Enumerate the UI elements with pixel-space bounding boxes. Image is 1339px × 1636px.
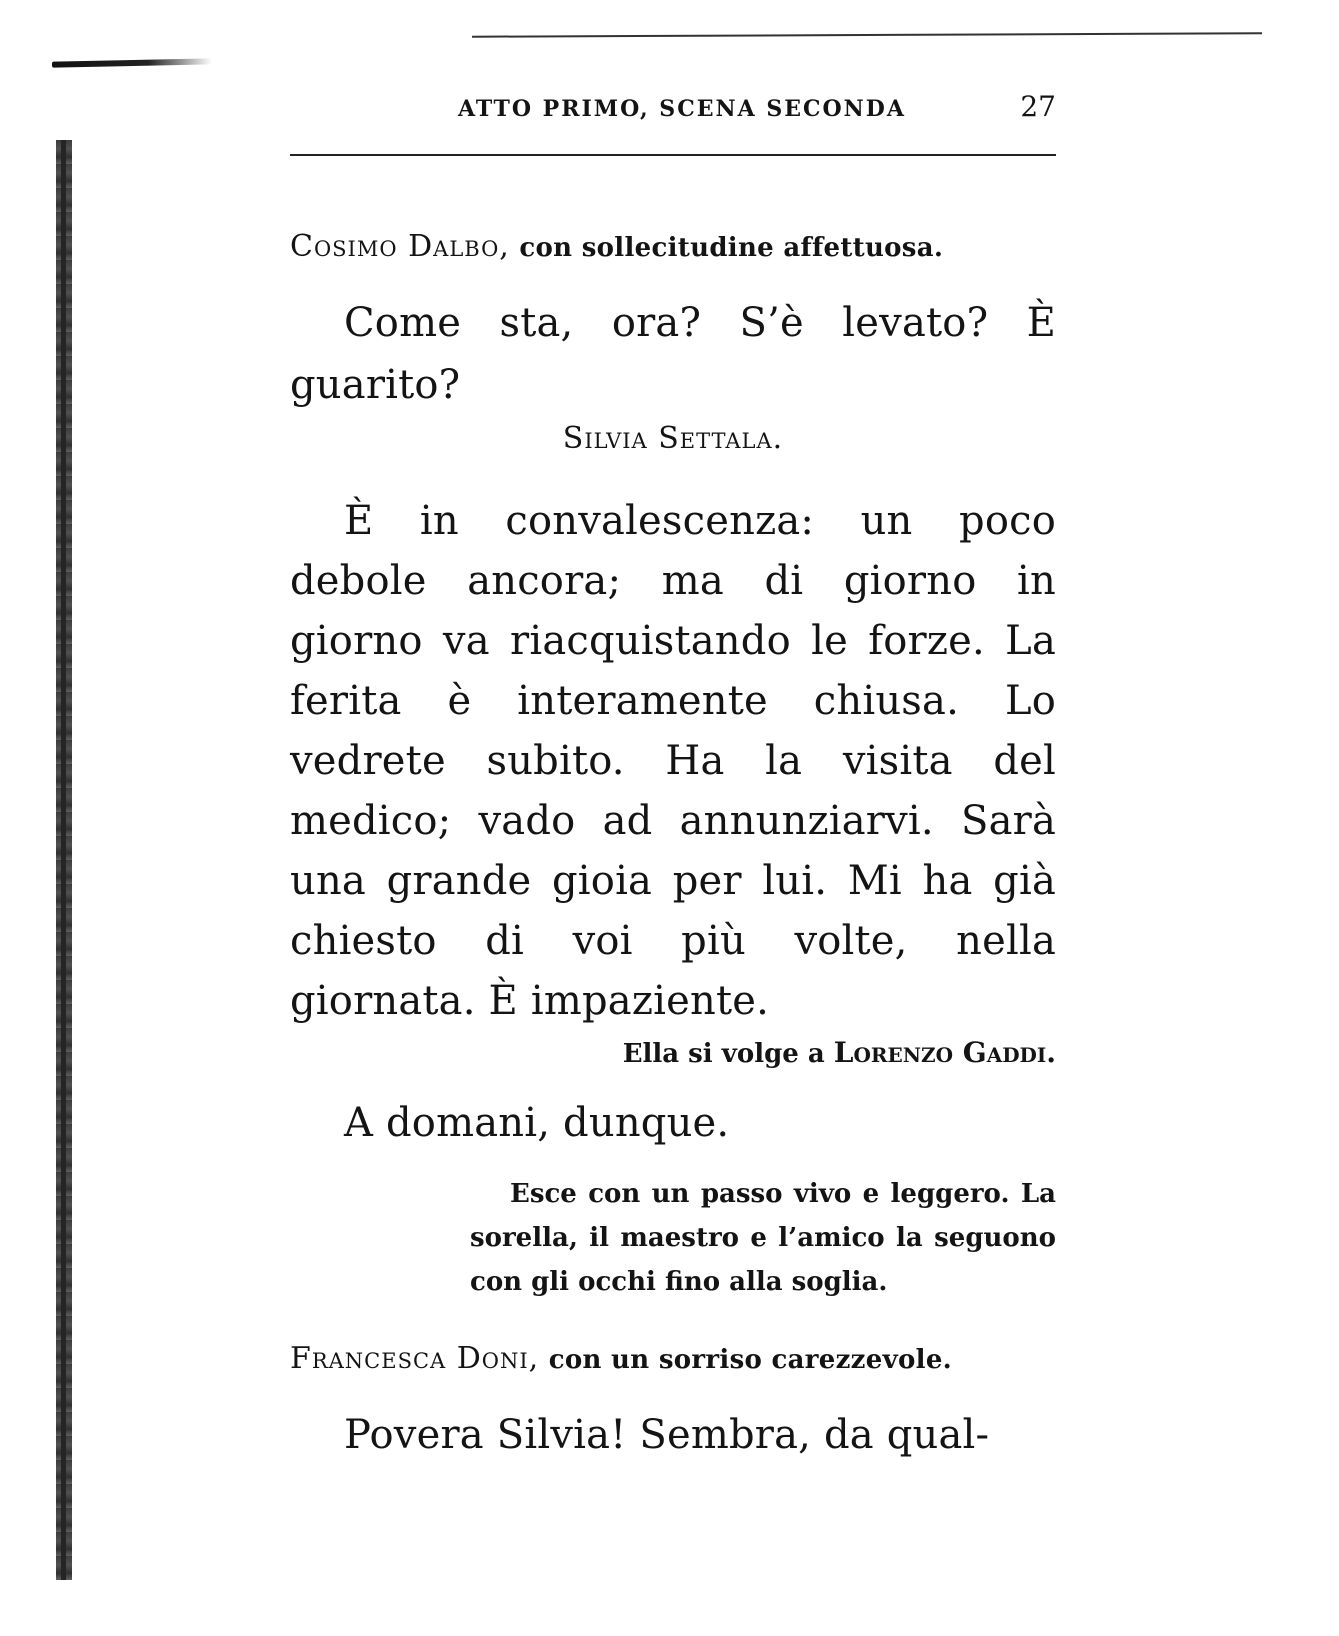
stage-text: Ella si volge a — [622, 1039, 825, 1069]
page-binding-edge — [56, 140, 72, 1580]
page-header — [290, 90, 1056, 132]
speech-silvia: È in convalescenza: un poco debole ancora; ma di giorno in giorno va riacquistando le forze. La ferita è interamente chiusa. Lo vedrete subito. Ha la visita del medico; vado ad annunziarvi. Sarà una grande gioia per lui. Mi ha già chiesto di voi più volte, nella giornata. È impaziente. — [290, 498, 1056, 1024]
play-text — [290, 228, 1056, 1466]
speaker-name: Francesca Doni, — [290, 1341, 540, 1376]
scan-artifact-mark — [52, 58, 212, 67]
speech-cosimo: Come sta, ora? S’è levato? È guarito? — [290, 300, 1056, 408]
speaker-silvia-settala — [290, 420, 1056, 457]
running-head: ATTO PRIMO, SCENA SECONDA — [458, 96, 906, 122]
speaker-name: Silvia Settala. — [562, 421, 784, 456]
speech-silvia-farewell: A domani, dunque. — [344, 1100, 730, 1146]
speaker-name: Cosimo Dalbo, — [290, 229, 510, 264]
page-number: 27 — [1020, 90, 1056, 123]
stage-direction-turn — [290, 1031, 1056, 1076]
stage-name: Lorenzo Gaddi. — [833, 1036, 1056, 1069]
speaker-direction: con sollecitudine affettuosa. — [519, 233, 944, 263]
speech-francesca: Povera Silvia! Sembra, da qual- — [344, 1412, 990, 1458]
header-rule — [290, 154, 1056, 156]
speaker-cosimo-dalbo — [290, 228, 1056, 266]
speaker-direction: con un sorriso carezzevole. — [548, 1345, 953, 1375]
stage-direction-exit: Esce con un passo vivo e leggero. La sorella, il maestro e l’amico la seguono con gli occhi fino alla soglia. — [470, 1179, 1056, 1297]
scan-top-rule — [472, 32, 1262, 37]
speaker-francesca-doni — [290, 1340, 1056, 1378]
